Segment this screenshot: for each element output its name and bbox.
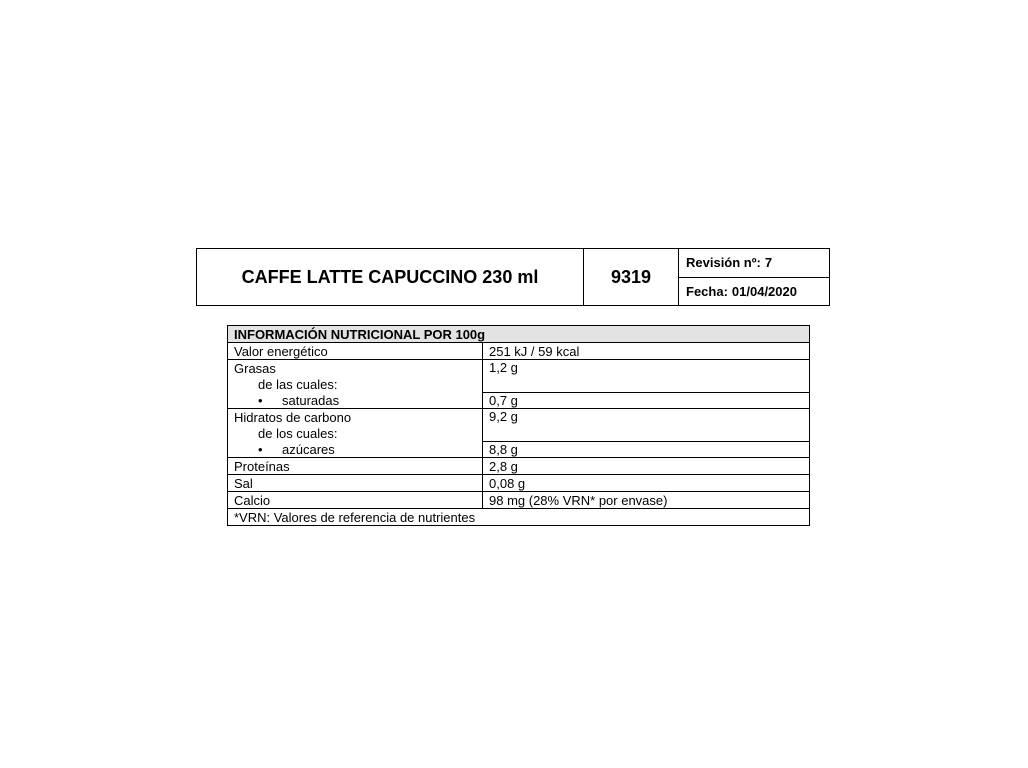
fats-sub-row [234,392,476,408]
table-row [228,475,809,492]
fats-sub-label: saturadas [282,392,340,408]
calcium-value: 98 mg (28% VRN* por envase) [489,492,668,508]
nutrition-table [227,325,810,526]
carbs-value: 9,2 g [489,409,518,424]
carbs-sub-row [234,441,476,457]
energy-label: Valor energético [234,343,328,359]
carbs-sub-intro: de los cuales: [258,425,338,441]
fats-sub-intro: de las cuales: [258,376,338,392]
table-row [228,492,809,509]
fats-value: 1,2 g [489,360,518,375]
table-row [228,343,809,360]
revision-row [679,249,829,278]
bullet-icon: • [258,392,263,408]
carbs-sub-value: 8,8 g [483,441,809,457]
carbs-sub-label: azúcares [282,441,335,457]
fats-label: Grasas [234,360,276,376]
revision-label: Revisión nº: [686,255,761,271]
product-header-table [196,248,830,306]
carbs-label: Hidratos de carbono [234,409,352,425]
table-row [228,360,809,409]
revision-info [679,249,829,305]
date-value: 01/04/2020 [731,283,797,299]
energy-value: 251 kJ / 59 kcal [489,343,580,359]
table-row [228,509,809,525]
footnote: *VRN: Valores de referencia de nutrientes [234,509,476,525]
bullet-icon: • [258,441,263,457]
salt-label: Sal [234,475,253,491]
date-row [679,278,829,306]
fats-sub-value: 0,7 g [483,392,809,408]
table-row [228,458,809,475]
revision-value: 7 [764,255,773,271]
calcium-label: Calcio [234,492,271,508]
product-name: CAFFE LATTE CAPUCCINO 230 ml [197,249,584,305]
nutrition-heading: INFORMACIÓN NUTRICIONAL POR 100g [228,326,809,343]
protein-value: 2,8 g [489,458,518,474]
protein-label: Proteínas [234,458,290,474]
product-code: 9319 [584,249,679,305]
table-row [228,409,809,458]
date-label: Fecha: [686,283,728,299]
salt-value: 0,08 g [489,475,526,491]
